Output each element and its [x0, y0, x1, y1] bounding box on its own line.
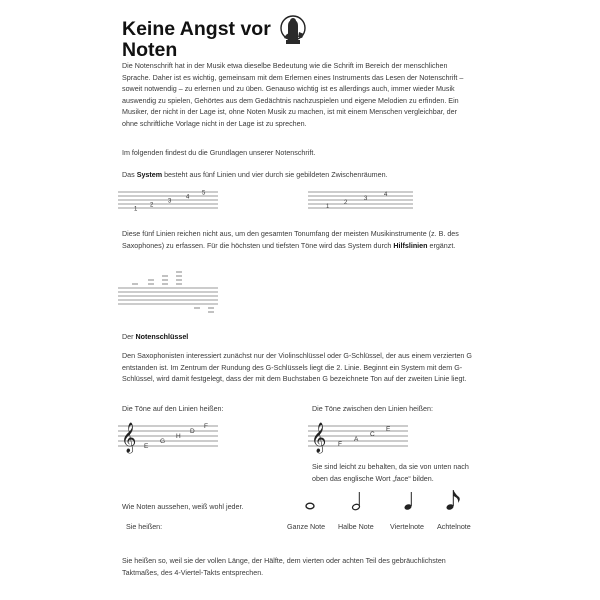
note-values-intro: Wie Noten aussehen, weiß wohl jeder.: [122, 503, 244, 511]
line-notes-staff: [118, 418, 228, 454]
page-title: [122, 19, 271, 61]
space-number-1: 1: [326, 204, 330, 210]
line-number-3: 3: [168, 198, 172, 205]
helplines-post: ergänzt.: [427, 241, 456, 250]
half-note-icon: [352, 492, 361, 511]
space-note-f: F: [338, 441, 342, 448]
intro-paragraph: Die Notenschrift hat in der Musik etwa dieselbe Bedeutung wie die Schrift im Bereich der menschlichen Sprache. Daher ist es wichtig, gemeinsam mit dem Erlernen eines Instruments das Lesen der Notenschrift – soweit notwendig – zu erlernen und zu üben. Genauso wichtig ist es allerdings auch, immer wieder Musik auswendig zu spielen, Gehörtes aus dem Gedächtnis nachzuspielen und eigene Melodien zu erfinden. Ein Musiker, der nicht in der Lage ist, ohne Noten Musik zu machen, ist mit einem Menschen vergleichbar, der ohne schriftliche Vorlage nicht in der Lage ist zu sprechen.: [122, 62, 464, 128]
treble-clef-icon: 𝄞: [311, 422, 327, 452]
basics-sentence: Im folgenden findest du die Grundlagen unserer Notenschrift.: [122, 149, 316, 157]
staff-system-diagram: [118, 186, 418, 216]
whole-note-label: Ganze Note: [287, 523, 326, 531]
line-note-h: H: [176, 433, 181, 440]
clef-paragraph: Den Saxophonisten interessiert zunächst nur der Violinschlüssel oder G-Schlüssel, der aus einem verzierten G entstanden ist. Im Zentrum der Rundung des G-Schlüssels liegt die 2. Linie. Beginnt ein System mit dem G-Schlüssel, wird damit festgelegt, dass der mit dem Buchstaben G bezeichnete Ton auf der zweiten Linie liegt.: [122, 352, 472, 383]
line-note-d: D: [190, 428, 195, 435]
line-number-4: 4: [186, 194, 190, 201]
space-number-4: 4: [384, 192, 388, 198]
system-pre: Das: [122, 171, 137, 179]
space-note-c: C: [370, 431, 375, 438]
quarter-note-label: Viertelnote: [390, 523, 425, 531]
line-number-5: 5: [202, 190, 206, 197]
helplines-pre: Diese fünf Linien reichen nicht aus, um den gesamten Tonumfang der meisten Musikinstrumente (z. B. des Saxophones) zu erfassen. Für die höchsten und tiefsten Töne wird das System durch: [122, 230, 459, 250]
note-values-called: Sie heißen:: [126, 523, 163, 531]
space-number-2: 2: [344, 200, 348, 206]
clef-heading: [122, 332, 474, 344]
line-note-g: G: [160, 438, 166, 445]
helplines-term: Hilfslinien: [393, 241, 428, 250]
line-note-e: E: [144, 443, 149, 450]
line-notes-label: Die Töne auf den Linien heißen:: [122, 405, 224, 413]
title-line-1: Keine Angst vor: [122, 18, 271, 40]
clef-pre: Der: [122, 333, 136, 341]
space-note-a: A: [354, 436, 359, 443]
system-post: besteht aus fünf Linien und vier durch sie gebildeten Zwischenräumen.: [162, 171, 388, 179]
space-note-e: E: [386, 426, 391, 433]
quarter-note-icon: [404, 492, 413, 511]
space-notes-label: Die Töne zwischen den Linien heißen:: [312, 405, 433, 413]
face-hint: Sie sind leicht zu behalten, da sie von unten nach oben das englische Wort „face“ bilden.: [312, 463, 469, 483]
eighth-note-label: Achtelnote: [437, 523, 471, 531]
eighth-note-icon: [446, 490, 460, 511]
note-symbols: [300, 486, 470, 516]
half-note-label: Halbe Note: [338, 523, 374, 531]
system-sentence: [122, 170, 474, 182]
space-number-3: 3: [364, 196, 368, 202]
saxophone-player-logo: [278, 14, 308, 48]
ledger-lines-diagram: [118, 266, 228, 316]
space-notes-staff: [308, 418, 418, 454]
closing-paragraph: Sie heißen so, weil sie der vollen Länge, der Hälfte, dem vierten oder achten Teil des gebräuchlichsten Taktmaßes, des 4-Viertel-Takts entsprechen.: [122, 557, 446, 577]
whole-note-icon: [306, 503, 314, 509]
line-number-1: 1: [134, 206, 138, 213]
system-term: System: [136, 171, 163, 179]
clef-term: Notenschlüssel: [135, 333, 189, 341]
helplines-paragraph: [122, 229, 474, 252]
line-number-2: 2: [150, 202, 154, 209]
line-note-f: F: [204, 423, 208, 430]
title-line-2: Noten: [122, 39, 178, 61]
treble-clef-icon: 𝄞: [121, 422, 137, 452]
